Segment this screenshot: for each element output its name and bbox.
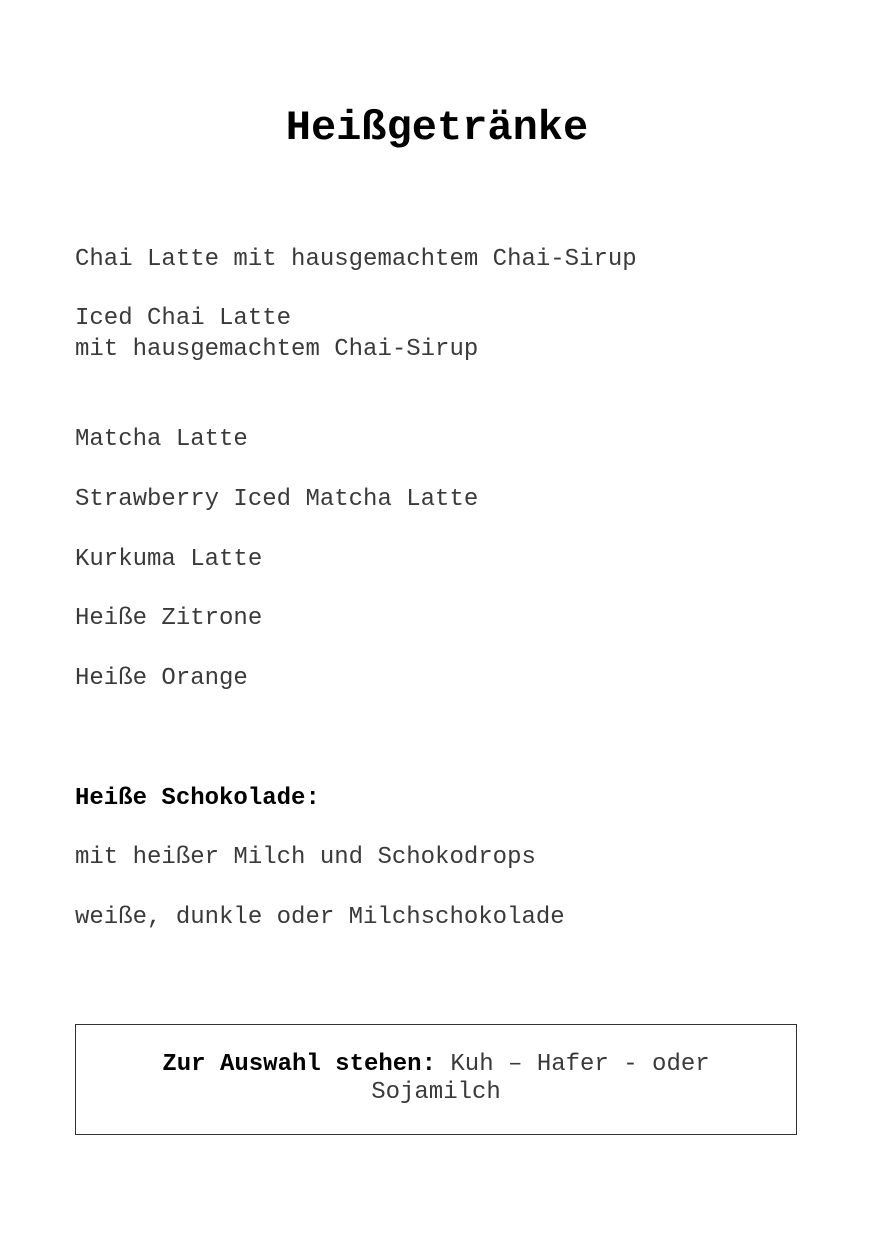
menu-item-chai-latte: Chai Latte mit hausgemachtem Chai-Sirup [75,246,637,273]
milk-options-line-2: Sojamilch [371,1079,501,1106]
milk-options-label: Zur Auswahl stehen: [162,1051,436,1078]
menu-item-heisse-zitrone: Heiße Zitrone [75,605,263,632]
section-heading-chocolate: Heiße Schokolade: [75,785,320,812]
menu-item-iced-chai-latte-desc: mit hausgemachtem Chai-Sirup [75,336,479,363]
chocolate-desc-milk: mit heißer Milch und Schokodrops [75,844,536,871]
menu-item-strawberry-matcha: Strawberry Iced Matcha Latte [75,486,479,513]
milk-options-line [76,1051,796,1079]
page-title: Heißgetränke [285,104,589,152]
chocolate-desc-types: weiße, dunkle oder Milchschokolade [75,904,565,931]
menu-item-iced-chai-latte: Iced Chai Latte [75,305,292,332]
menu-item-kurkuma-latte: Kurkuma Latte [75,546,263,573]
milk-options-box [75,1024,797,1135]
menu-item-heisse-orange: Heiße Orange [75,665,248,692]
milk-options-text: Kuh – Hafer - oder [436,1051,710,1078]
menu-item-matcha-latte: Matcha Latte [75,426,248,453]
